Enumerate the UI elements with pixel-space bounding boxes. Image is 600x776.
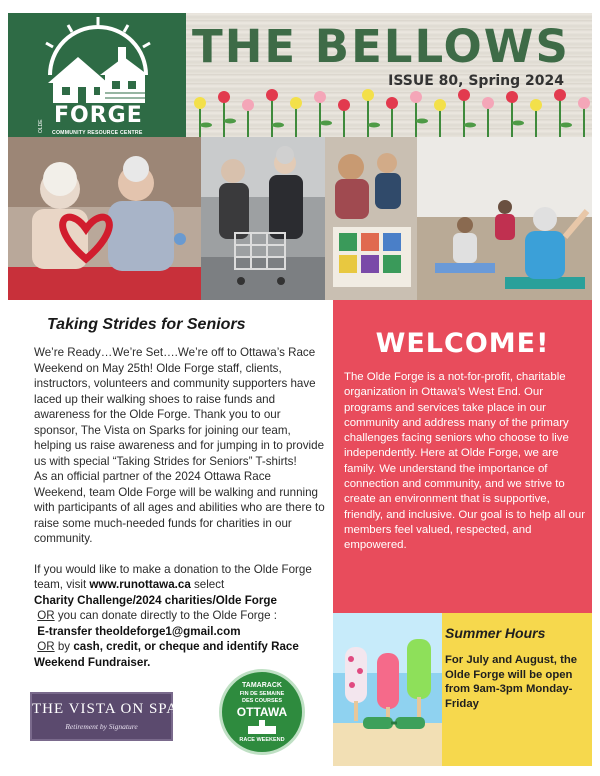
summer-heading: Summer Hours bbox=[445, 625, 546, 641]
tulip-border-image bbox=[186, 89, 592, 137]
race-city-text: OTTAWA bbox=[236, 705, 288, 719]
logo-subtitle: COMMUNITY RESOURCE CENTRE bbox=[52, 130, 143, 136]
article-body bbox=[34, 345, 326, 670]
newsletter-title: THE BELLOWS bbox=[192, 20, 570, 73]
quilting-yoga-photo bbox=[325, 137, 592, 300]
summer-text: For July and August, the Olde Forge will be open from 9am-3pm Monday-Friday bbox=[445, 654, 578, 710]
article-title: Taking Strides for Seniors bbox=[47, 316, 246, 333]
welcome-text: The Olde Forge is a not-for-profit, charitable organization in Ottawa’s West End. Our programs and services take place in our community and address many of the primary challenges facing seniors who choose to live independently. Here at Olde Forge, we are family. We understand the importance of connection and community, and we strive to create an environment that is supportive, friendly, and inclusive. Our goal is to help all our members feel valued, respected, and empowered. bbox=[344, 371, 586, 552]
race-weekend-text: RACE WEEKEND bbox=[239, 737, 285, 743]
article-paragraph: We’re Ready…We’re Set….We’re off to Ottawa’s Race Weekend on May 25th! Olde Forge staff, clients, instructors, volunteers and community supporters have laced up their walking shoes to raise funds and awareness for the Olde Forge. Thank you to our sponsor, The Vista on Sparks for joining our team, helping us raise awareness and for jumping in to provide us with special “Taking Strides for Seniors” T-shirts! bbox=[34, 346, 325, 468]
parliament-icon bbox=[244, 720, 280, 734]
newsletter-banner bbox=[186, 13, 592, 137]
donation-direct: OR you can donate directly to the Olde Forge : bbox=[37, 609, 277, 622]
race-french-text: FIN DE SEMAINE bbox=[239, 691, 285, 697]
vista-name: THE VISTA ON SPARKS bbox=[32, 701, 211, 717]
grocery-cart-photo bbox=[201, 137, 325, 300]
race-sponsor-text: TAMARACK bbox=[242, 682, 282, 689]
vista-on-sparks-logo bbox=[30, 692, 211, 741]
welcome-heading: WELCOME! bbox=[375, 328, 550, 359]
donation-url-link[interactable]: www.runottawa.ca bbox=[89, 578, 191, 591]
welcome-panel bbox=[333, 300, 592, 613]
vista-tagline: Retirement by Signature bbox=[65, 722, 138, 731]
etransfer-info: E-transfer theoldeforge1@gmail.com bbox=[37, 624, 241, 638]
seniors-valentine-photo bbox=[8, 137, 201, 300]
donation-cash: OR by cash, credit, or cheque and identify Race Weekend Fundraiser. bbox=[34, 640, 299, 669]
race-french-text: DES COURSES bbox=[241, 698, 283, 704]
article-paragraph: As an official partner of the 2024 Ottawa Race Weekend, team Olde Forge will be walking and running with participants of all ages and abilities who are there to raise some much-needed funds for charities in our community. bbox=[34, 470, 325, 545]
donation-intro: If you would like to make a donation to the Olde Forge team, visit www.runottawa.ca select bbox=[34, 562, 312, 591]
logo-forge-text: FORGE bbox=[54, 103, 143, 128]
donation-path: Charity Challenge/2024 charities/Olde Forge bbox=[34, 593, 277, 607]
race-weekend-logo bbox=[219, 669, 305, 755]
logo-olde-text: OLDE bbox=[38, 119, 44, 133]
popsicle-beach-image bbox=[333, 613, 442, 766]
issue-line: ISSUE 80, Spring 2024 bbox=[388, 73, 564, 89]
olde-forge-logo bbox=[8, 13, 186, 137]
summer-hours-panel bbox=[442, 613, 592, 766]
